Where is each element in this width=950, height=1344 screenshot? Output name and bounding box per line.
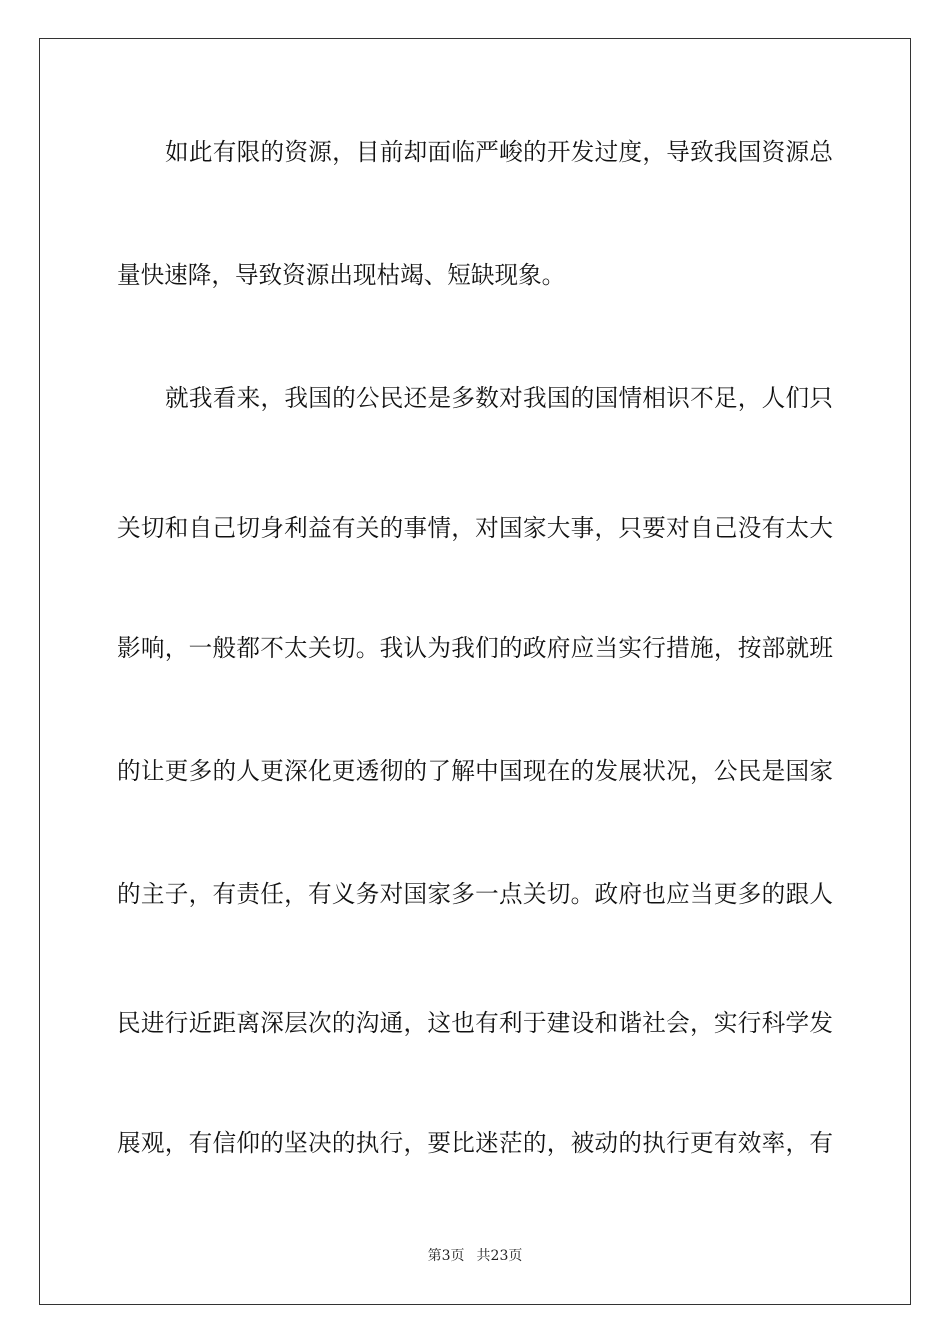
page-total: 共23页 <box>476 1248 523 1264</box>
text-line: 影响，一般都不太关切。我认为我们的政府应当实行措施，按部就班 <box>117 634 833 662</box>
page-footer <box>0 1247 950 1265</box>
text-line: 民进行近距离深层次的沟通，这也有利于建设和谐社会，实行科学发 <box>117 1009 833 1037</box>
page-number: 第3页 <box>427 1248 465 1264</box>
page-border <box>39 38 911 1305</box>
text-line: 就我看来，我国的公民还是多数对我国的国情相识不足，人们只 <box>165 384 833 412</box>
text-line: 量快速降，导致资源出现枯竭、短缺现象。 <box>117 261 566 289</box>
text-line: 展观，有信仰的坚决的执行，要比迷茫的，被动的执行更有效率，有 <box>117 1129 833 1157</box>
text-line: 的主子，有责任，有义务对国家多一点关切。政府也应当更多的跟人 <box>117 880 833 908</box>
text-line: 的让更多的人更深化更透彻的了解中国现在的发展状况，公民是国家 <box>117 757 833 785</box>
text-line: 如此有限的资源，目前却面临严峻的开发过度，导致我国资源总 <box>165 138 833 166</box>
text-line: 关切和自己切身利益有关的事情，对国家大事，只要对自己没有太大 <box>117 514 833 542</box>
